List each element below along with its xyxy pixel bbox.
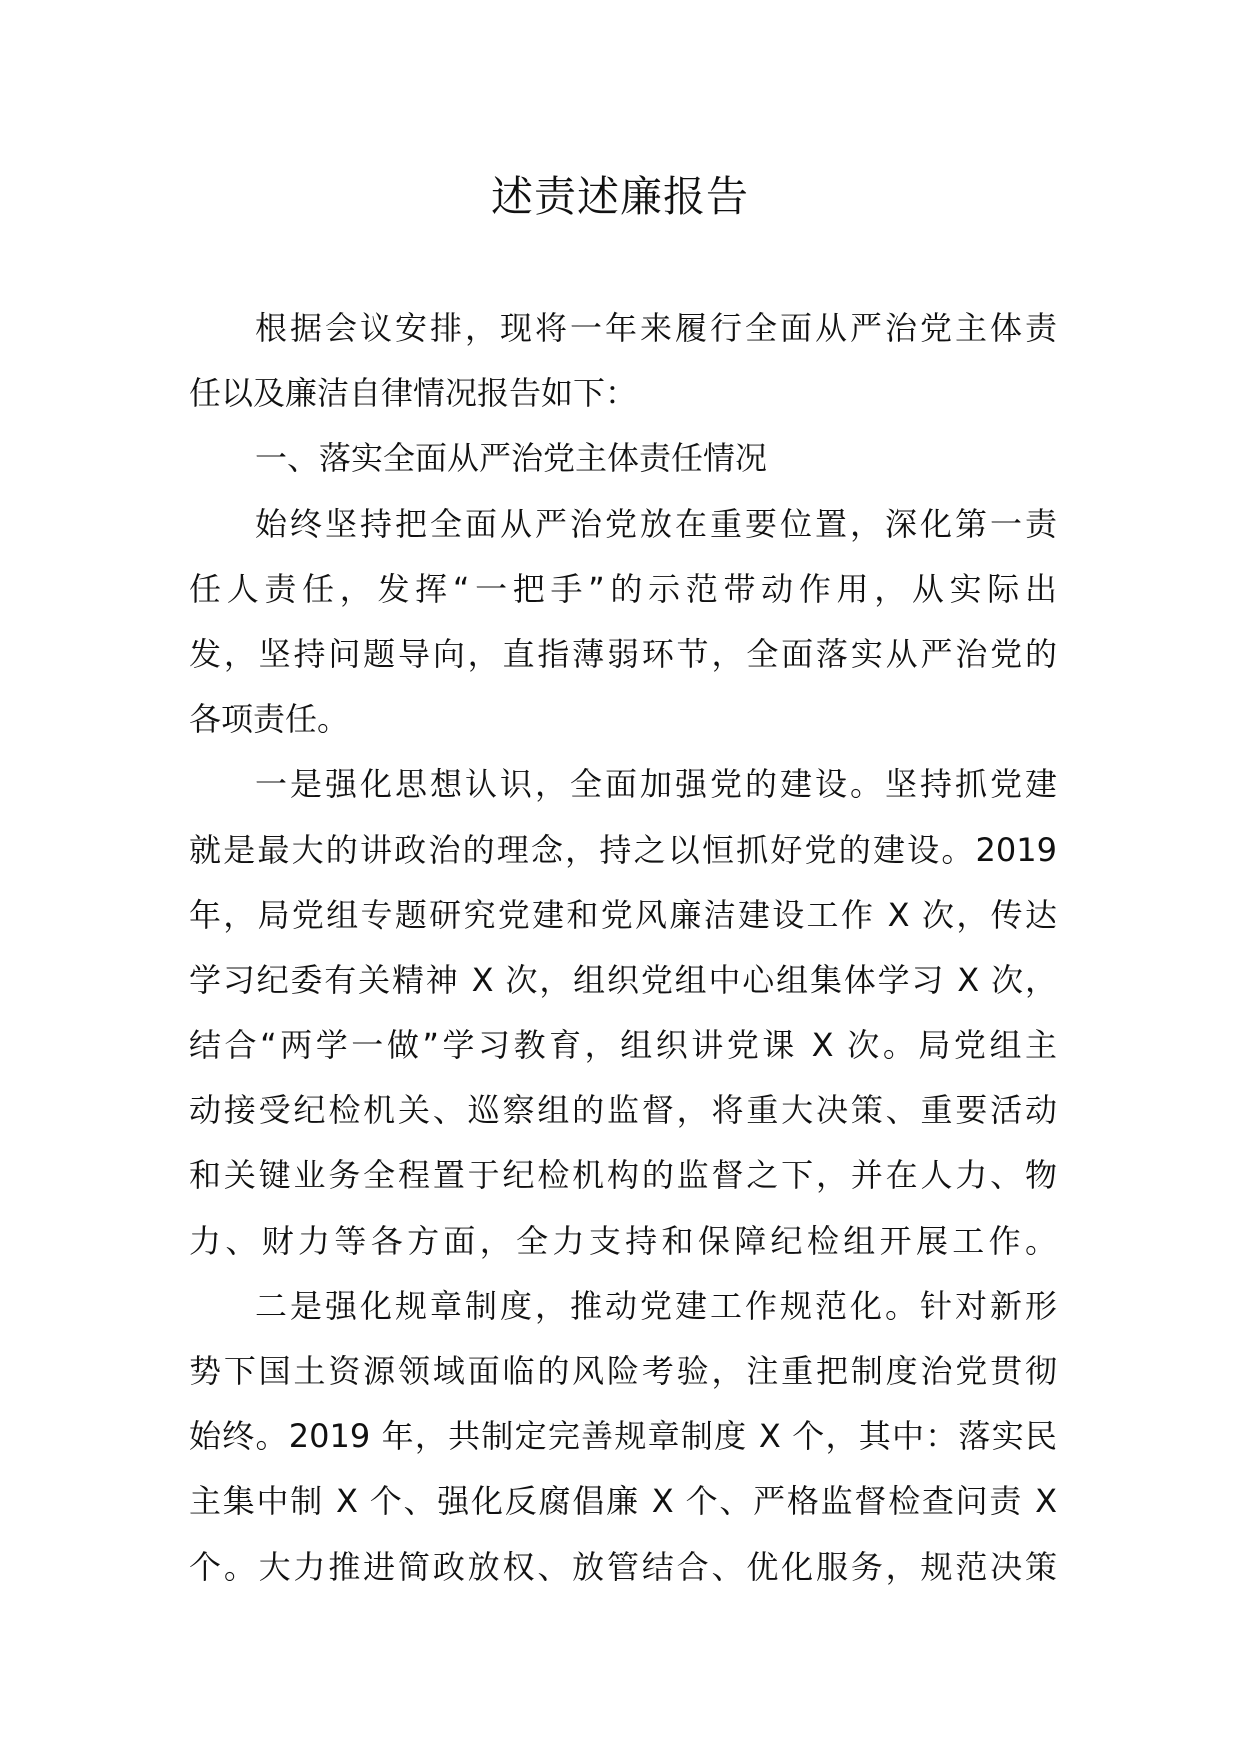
paragraph (189, 426, 1057, 491)
text-line: 二是强化规章制度，推动党建工作规范化。针对新形 (255, 1286, 1057, 1325)
document-title: 述责述廉报告 (490, 172, 749, 221)
text-line: 年，局党组专题研究党建和党风廉洁建设工作 X 次，传达 (189, 895, 1057, 934)
text-line: 和关键业务全程置于纪检机构的监督之下，并在人力、物 (189, 1156, 1057, 1195)
paragraph (189, 492, 1057, 753)
text-line: 一、落实全面从严治党主体责任情况 (255, 439, 768, 478)
text-line: 各项责任。 (189, 700, 350, 739)
text-line: 势下国土资源领域面临的风险考验，注重把制度治党贯彻 (189, 1352, 1057, 1390)
document-body (189, 296, 1057, 1600)
text-line: 一是强化思想认识，全面加强党的建设。坚持抓党建 (255, 765, 1057, 804)
text-line: 根据会议安排，现将一年来履行全面从严治党主体责 (255, 309, 1057, 347)
paragraph (189, 1274, 1057, 1600)
text-line: 任人责任，发挥“一把手”的示范带动作用，从实际出 (189, 569, 1057, 608)
text-line: 力、财力等各方面，全力支持和保障纪检组开展工作。 (189, 1221, 1057, 1260)
text-line: 始终坚持把全面从严治党放在重要位置，深化第一责 (255, 504, 1057, 543)
text-line: 个。大力推进简政放权、放管结合、优化服务，规范决策 (189, 1547, 1057, 1586)
text-line: 动接受纪检机关、巡察组的监督，将重大决策、重要活动 (189, 1091, 1057, 1130)
text-line: 结合“两学一做”学习教育，组织讲党课 X 次。局党组主 (189, 1026, 1057, 1065)
text-line: 主集中制 X 个、强化反腐倡廉 X 个、严格监督检查问责 X (189, 1482, 1057, 1521)
paragraph (189, 296, 1057, 426)
text-line: 发，坚持问题导向，直指薄弱环节，全面落实从严治党的 (189, 634, 1057, 673)
text-line: 就是最大的讲政治的理念，持之以恒抓好党的建设。2019 (189, 830, 1057, 869)
paragraph (189, 752, 1057, 1274)
text-line: 始终。2019 年，共制定完善规章制度 X 个，其中：落实民 (189, 1417, 1057, 1456)
text-line: 学习纪委有关精神 X 次，组织党组中心组集体学习 X 次， (189, 960, 1057, 999)
text-line: 任以及廉洁自律情况报告如下： (189, 374, 638, 413)
